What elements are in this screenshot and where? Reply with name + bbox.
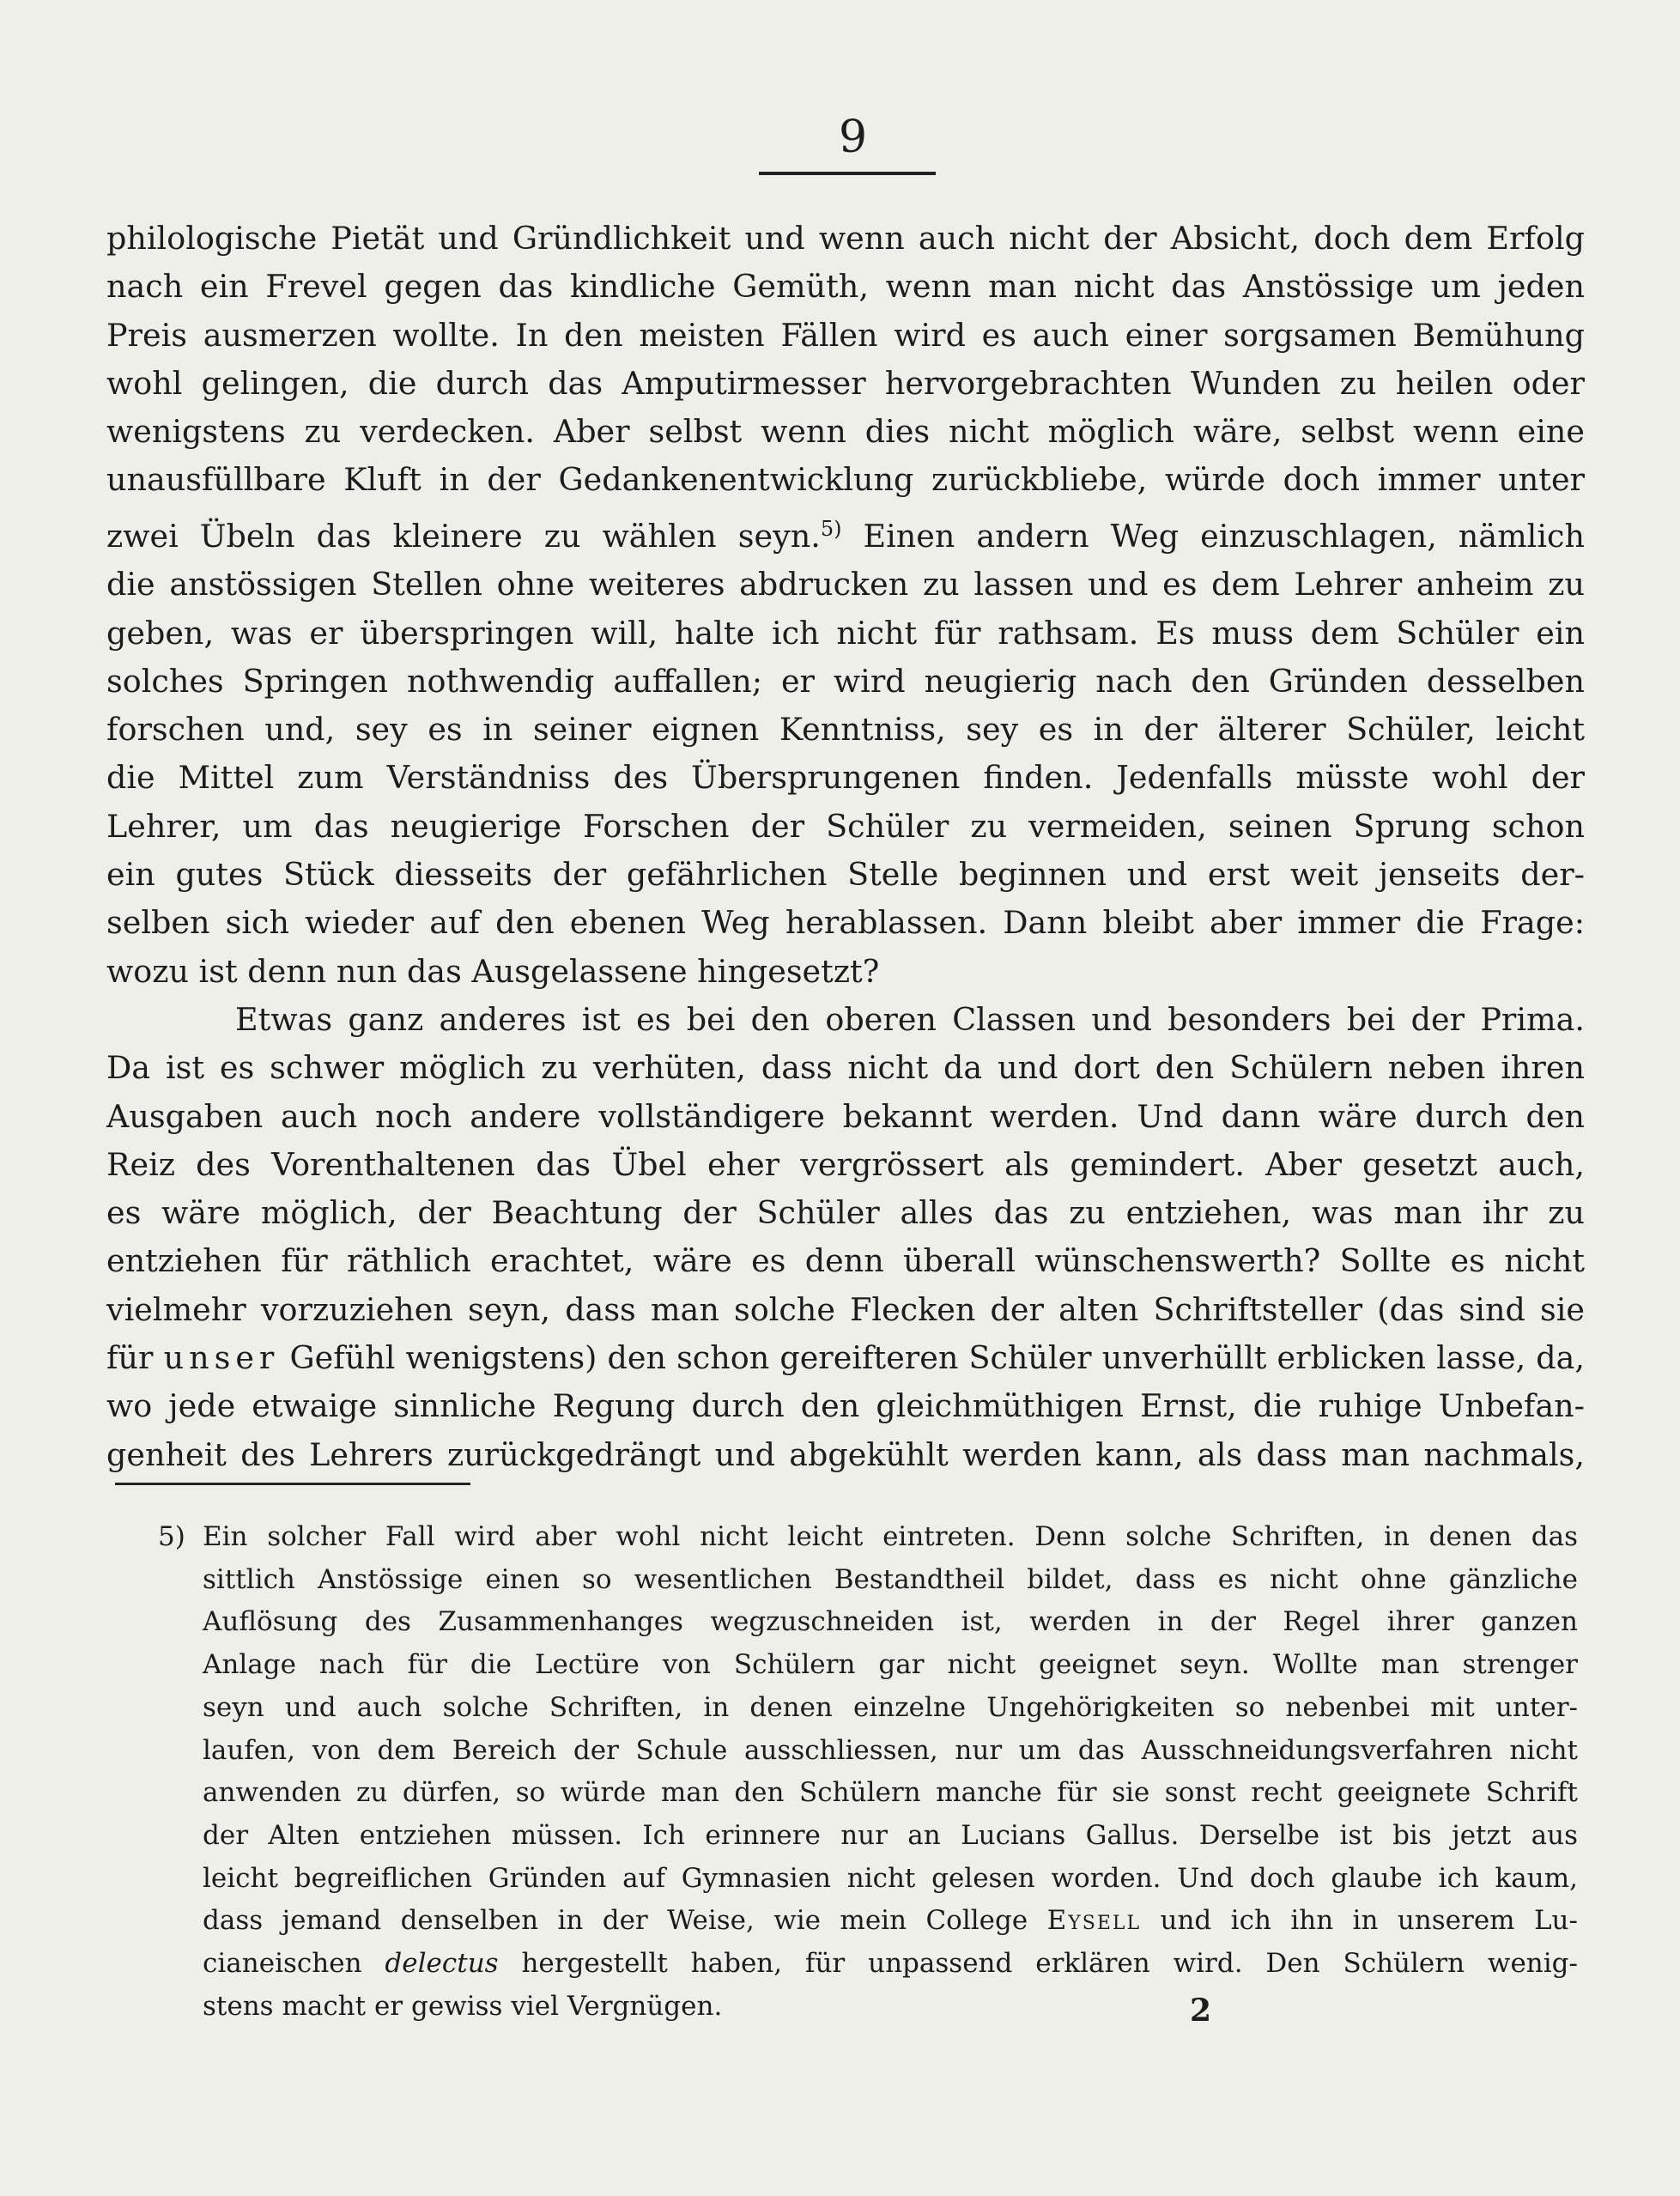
text-line: entziehen für räthlich erachtet, wäre es denn überall wünschenswerth? Sollte es nicht (106, 1242, 1585, 1280)
footnote-5 (160, 1516, 1578, 2028)
footnote-line: anwenden zu dürfen, so würde man den Schülern manche für sie sonst recht geeignete Schrift (203, 1777, 1578, 1809)
footnote-line: seyn und auch solche Schriften, in denen einzelne Ungehörigkeiten so nebenbei mit unter- (203, 1691, 1578, 1723)
footnote-body (203, 1516, 1578, 2028)
header-rule (759, 172, 936, 175)
text-line: Preis ausmerzen wollte. In den meisten Fällen wird es auch einer sorgsamen Bemühung (106, 316, 1585, 354)
text-line: nach ein Frevel gegen das kindliche Gemüth, wenn man nicht das Anstössige um jeden (106, 268, 1585, 306)
text-line: wohl gelingen, die durch das Amputirmesser hervorgebrachten Wunden zu heilen oder (106, 364, 1585, 402)
text-line: selben sich wieder auf den ebenen Weg herablassen. Dann bleibt aber immer die Frage: (106, 904, 1585, 942)
text-line: Da ist es schwer möglich zu verhüten, dass nicht da und dort den Schülern neben ihren (106, 1049, 1585, 1087)
text-segment: cianeischen (203, 1948, 385, 1980)
footnote-line: laufen, von dem Bereich der Schule ausschliessen, nur um das Ausschneidungsverfahren nicht (203, 1734, 1578, 1766)
emphasis-spaced: unser (163, 1338, 280, 1376)
text-line: vielmehr vorzuziehen seyn, dass man solche Flecken der alten Schriftsteller (das sind sie (106, 1290, 1585, 1328)
name-small-caps: Eysell (1046, 1905, 1142, 1937)
page-number: 9 (838, 112, 868, 163)
footnote-line: sittlich Anstössige einen so wesentlichen Bestandtheil bildet, dass es nicht ohne gänzliche (203, 1563, 1578, 1595)
footnote-line: der Alten entziehen müssen. Ich erinnere nur an Lucians Gallus. Derselbe ist bis jetzt aus (203, 1819, 1578, 1851)
text-line: wenigstens zu verdecken. Aber selbst wenn dies nicht möglich wäre, selbst wenn eine (106, 413, 1585, 451)
text-line: philologische Pietät und Gründlichkeit und wenn auch nicht der Absicht, doch dem Erfolg (106, 220, 1585, 257)
footnote-reference: 5) (820, 516, 842, 541)
text-line: Reiz des Vorenthaltenen das Übel eher vergrössert als gemindert. Aber gesetzt auch, (106, 1145, 1585, 1183)
text-line: wo jede etwaige sinnliche Regung durch den gleichmüthigen Ernst, die ruhige Unbefan- (106, 1387, 1585, 1425)
text-segment: Einen andern Weg einzuschlagen, nämlich (841, 517, 1585, 555)
footnote-line: stens macht er gewiss viel Vergnügen. (203, 1990, 723, 2022)
footnote-line: Anlage nach für die Lectüre von Schülern gar nicht geeignet seyn. Wollte man strenger (203, 1649, 1578, 1681)
main-text (106, 215, 1585, 1479)
signature-mark: 2 (1190, 1993, 1212, 2029)
text-line: Lehrer, um das neugierige Forschen der Schüler zu vermeiden, seinen Sprung schon (106, 807, 1585, 845)
text-line: es wäre möglich, der Beachtung der Schüler alles das zu entziehen, was man ihr zu (106, 1194, 1585, 1232)
text-segment: zwei Übeln das kleinere zu wählen seyn. (106, 517, 821, 555)
text-line: ein gutes Stück diesseits der gefährlichen Stelle beginnen und erst weit jenseits der- (106, 856, 1585, 894)
text-line: die anstössigen Stellen ohne weiteres abdrucken zu lassen und es dem Lehrer anheim zu (106, 566, 1585, 604)
text-line: genheit des Lehrers zurückgedrängt und abgekühlt werden kann, als dass man nachmals, (106, 1435, 1585, 1473)
text-line: Ausgaben auch noch andere vollständigere bekannt werden. Und dann wäre durch den (106, 1097, 1585, 1135)
text-segment: Etwas ganz anderes ist es bei den oberen Classen und besonders bei der Prima. (235, 1000, 1585, 1038)
text-line: unausfüllbare Kluft in der Gedankenentwicklung zurückbliebe, würde doch immer unter (106, 461, 1585, 499)
text-segment: und ich ihn in unserem Lu- (1141, 1905, 1578, 1937)
text-line: geben, was er überspringen will, halte ich nicht für rathsam. Es muss dem Schüler ein (106, 614, 1585, 652)
paragraph-2 (106, 996, 1585, 1479)
text-line (106, 505, 1585, 561)
text-line: die Mittel zum Verständniss des Übersprungenen finden. Jedenfalls müsste wohl der (106, 759, 1585, 797)
footnote-line (203, 1943, 1578, 1986)
text-segment: hergestellt haben, für unpassend erklären wird. Den Schülern wenig- (498, 1948, 1578, 1980)
footnote-line: Ein solcher Fall wird aber wohl nicht leicht eintreten. Denn solche Schriften, in denen das (203, 1521, 1578, 1552)
text-segment: Gefühl wenigstens) den schon gereifteren Schüler unverhüllt erblicken lasse, da, (279, 1338, 1585, 1376)
footnote-rule (115, 1483, 470, 1485)
text-line (106, 996, 1585, 1044)
text-segment: dass jemand denselben in der Weise, wie mein College (203, 1905, 1047, 1937)
text-segment: für (106, 1338, 164, 1376)
text-line: wozu ist denn nun das Ausgelassene hingesetzt? (106, 952, 880, 990)
text-line (106, 1334, 1585, 1382)
footnote-line (203, 1900, 1578, 1943)
footnote-line: leicht begreiflichen Gründen auf Gymnasien nicht gelesen worden. Und doch glaube ich kaum, (203, 1862, 1578, 1894)
text-line: solches Springen nothwendig auffallen; er wird neugierig nach den Gründen desselben (106, 662, 1585, 700)
footnote-line: Auflösung des Zusammenhanges wegzuschneiden ist, werden in der Regel ihrer ganzen (203, 1606, 1578, 1638)
text-line: forschen und, sey es in seiner eignen Kenntniss, sey es in der älterer Schüler, leicht (106, 711, 1585, 749)
footnote-marker: 5) (158, 1521, 185, 1552)
title-italic: delectus (385, 1948, 499, 1980)
paragraph-1 (106, 215, 1585, 996)
